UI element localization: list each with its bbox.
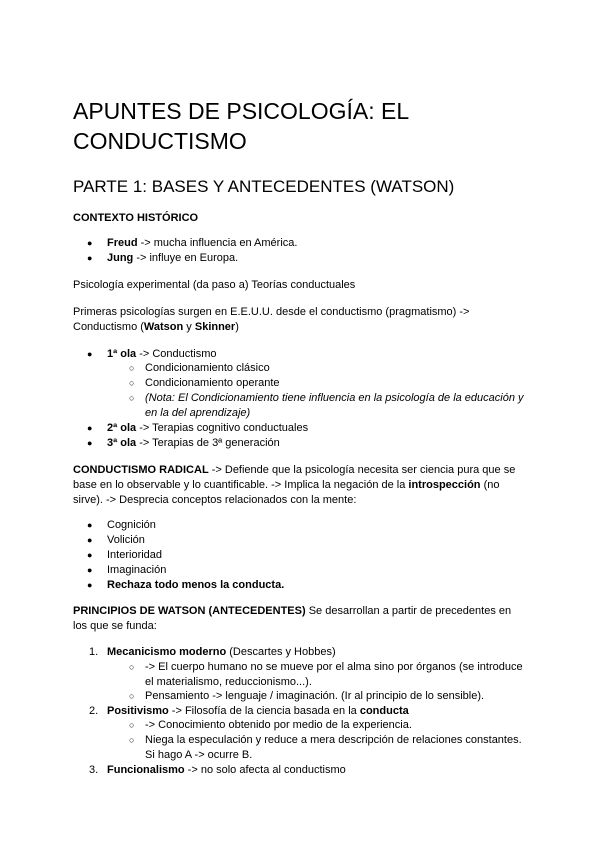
- circle-bullet-icon: ○: [129, 363, 135, 373]
- bullet-icon: ●: [87, 565, 93, 575]
- paragraph-radical: CONDUCTISMO RADICAL -> Defiende que la psicología necesita ser ciencia pura que se base en lo observable y lo cuantificable. -> Implica la negación de la introspección (no sirve). -> Desprecia conceptos relacionados con la mente:: [73, 464, 516, 506]
- list-item: Mecanicismo moderno (Descartes y Hobbes): [107, 646, 336, 658]
- subheading-contexto: CONTEXTO HISTÓRICO: [73, 212, 199, 224]
- list-item: -> Conocimiento obtenido por medio de la experiencia.: [145, 719, 412, 731]
- list-item: Pensamiento -> lenguaje / imaginación. (Ir al principio de lo sensible).: [145, 690, 485, 702]
- list-item: Niega la especulación y reduce a mera descripción de relaciones constantes. Si hago A -> ocurre B.: [145, 734, 522, 761]
- circle-bullet-icon: ○: [129, 720, 135, 730]
- list-item: Interioridad: [107, 549, 163, 561]
- list-item: Volición: [107, 534, 145, 546]
- bullet-icon: ●: [87, 423, 93, 433]
- list-item: -> El cuerpo humano no se mueve por el alma sino por órganos (se introduce el materialismo, reduccionismo...).: [145, 661, 523, 688]
- bullet-icon: ●: [87, 550, 93, 560]
- list-item: 3ª ola -> Terapias de 3ª generación: [107, 437, 280, 449]
- list-number: 3.: [89, 764, 99, 776]
- paragraph: Primeras psicologías surgen en E.E.U.U. desde el conductismo (pragmatismo) -> Conductismo (Watson y Skinner): [73, 306, 470, 333]
- circle-bullet-icon: ○: [129, 393, 135, 403]
- bullet-icon: ●: [87, 520, 93, 530]
- circle-bullet-icon: ○: [129, 378, 135, 388]
- circle-bullet-icon: ○: [129, 662, 135, 672]
- list-item: Condicionamiento operante: [145, 377, 280, 389]
- list-item: Rechaza todo menos la conducta.: [107, 579, 285, 591]
- bullet-icon: ●: [87, 580, 93, 590]
- bullet-icon: ●: [87, 438, 93, 448]
- bullet-icon: ●: [87, 535, 93, 545]
- list-item: 2ª ola -> Terapias cognitivo conductuales: [107, 422, 309, 434]
- list-item: Positivismo -> Filosofía de la ciencia basada en la conducta: [107, 705, 409, 717]
- section-heading-part1: PARTE 1: BASES Y ANTECEDENTES (WATSON): [73, 177, 455, 196]
- list-item: Funcionalismo -> no solo afecta al conductismo: [107, 764, 346, 776]
- paragraph-principios: PRINCIPIOS DE WATSON (ANTECEDENTES) Se desarrollan a partir de precedentes en los que se funda:: [73, 605, 512, 632]
- list-item: Imaginación: [107, 564, 167, 576]
- list-item: (Nota: El Condicionamiento tiene influencia en la psicología de la educación y en la del aprendizaje): [145, 392, 524, 419]
- bullet-icon: ●: [87, 238, 93, 248]
- list-item: Cognición: [107, 519, 156, 531]
- list-item: Condicionamiento clásico: [145, 362, 270, 374]
- bullet-icon: ●: [87, 349, 93, 359]
- list-number: 1.: [89, 646, 99, 658]
- list-number: 2.: [89, 705, 99, 717]
- list-item: 1ª ola -> Conductismo: [107, 348, 217, 360]
- bullet-icon: ●: [87, 253, 93, 263]
- paragraph: Psicología experimental (da paso a) Teorías conductuales: [73, 279, 356, 291]
- list-item: Freud -> mucha influencia en América.: [107, 237, 298, 249]
- circle-bullet-icon: ○: [129, 735, 135, 745]
- list-item: Jung -> influye en Europa.: [107, 252, 239, 264]
- circle-bullet-icon: ○: [129, 691, 135, 701]
- page-title: APUNTES DE PSICOLOGÍA: EL CONDUCTISMO: [73, 98, 409, 154]
